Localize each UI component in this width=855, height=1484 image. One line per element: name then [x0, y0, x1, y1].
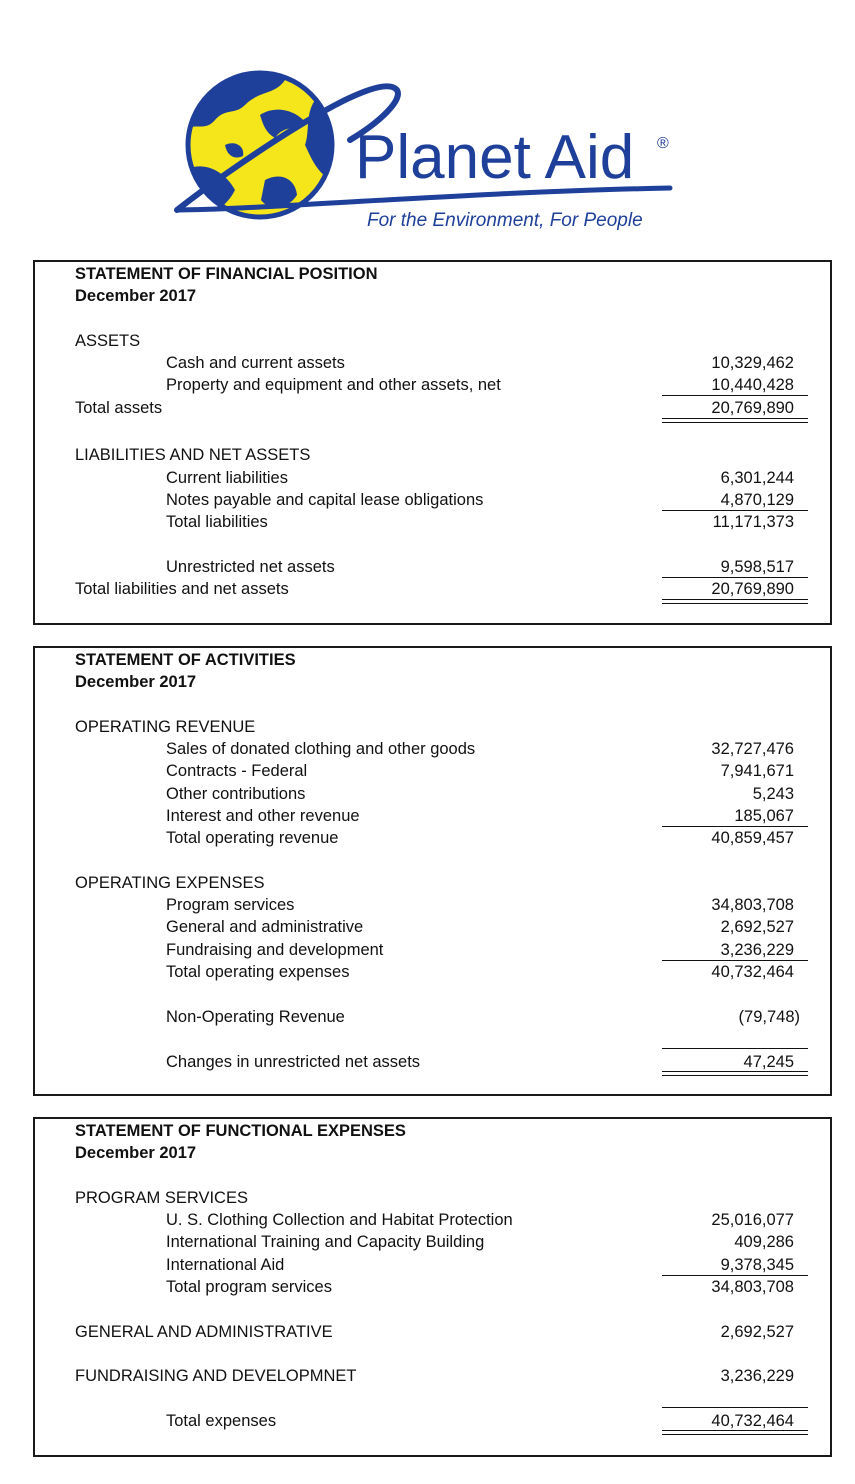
total-row — [35, 1410, 830, 1432]
subtotal-rule — [662, 395, 808, 396]
expenses-header: OPERATING EXPENSES — [75, 874, 265, 892]
total-row — [35, 397, 830, 419]
total-expenses-value: 40,732,464 — [711, 963, 794, 981]
property-value: 10,440,428 — [711, 376, 794, 394]
line-item — [35, 805, 830, 827]
property-label: Property and equipment and other assets, net — [166, 376, 501, 394]
contracts-value: 7,941,671 — [720, 762, 794, 780]
section-header-row — [35, 1187, 830, 1209]
total-double-rule — [662, 599, 808, 604]
sales-value: 32,727,476 — [711, 740, 794, 758]
globe-logo-graphic — [165, 60, 685, 240]
brand-name: Planet Aid — [355, 123, 635, 192]
total-row — [35, 827, 830, 849]
total-expenses-label: Total operating expenses — [166, 963, 350, 981]
program-label: Program services — [166, 896, 295, 914]
statement-title-row — [35, 649, 830, 671]
fundraising-label: Fundraising and development — [166, 941, 384, 959]
statement-title: STATEMENT OF ACTIVITIES — [75, 651, 296, 669]
total-program-value: 34,803,708 — [711, 1278, 794, 1296]
section-header-row — [35, 330, 830, 352]
fundraising-value: 3,236,229 — [720, 1367, 794, 1385]
total-revenue-value: 40,859,457 — [711, 829, 794, 847]
revenue-header: OPERATING REVENUE — [75, 718, 256, 736]
line-item — [35, 556, 830, 578]
sales-label: Sales of donated clothing and other goods — [166, 740, 476, 758]
cash-value: 10,329,462 — [711, 354, 794, 372]
registered-mark: ® — [657, 135, 669, 152]
statement-date-row — [35, 1142, 830, 1164]
current-liabilities-label: Current liabilities — [166, 469, 288, 487]
cash-label: Cash and current assets — [166, 354, 345, 372]
total-row — [35, 511, 830, 533]
subtotal-rule — [662, 1407, 808, 1408]
total-row — [35, 961, 830, 983]
contributions-label: Other contributions — [166, 785, 306, 803]
contracts-label: Contracts - Federal — [166, 762, 308, 780]
statement-title: STATEMENT OF FINANCIAL POSITION — [75, 265, 378, 283]
liabilities-header: LIABILITIES AND NET ASSETS — [75, 446, 311, 464]
section-header-row — [35, 872, 830, 894]
general-label: GENERAL AND ADMINISTRATIVE — [75, 1323, 333, 1341]
unrestricted-value: 9,598,517 — [720, 558, 794, 576]
line-item — [35, 760, 830, 782]
activities-statement — [33, 646, 832, 1096]
changes-label: Changes in unrestricted net assets — [166, 1053, 421, 1071]
statement-date-row — [35, 671, 830, 693]
current-liabilities-value: 6,301,244 — [720, 469, 794, 487]
total-liab-net-label: Total liabilities and net assets — [75, 580, 289, 598]
total-double-rule — [662, 418, 808, 423]
planet-aid-logo — [165, 60, 685, 240]
interest-value: 185,067 — [734, 807, 794, 825]
financial-position-statement — [33, 260, 832, 625]
line-item — [35, 352, 830, 374]
statement-title-row — [35, 263, 830, 285]
intl-aid-label: International Aid — [166, 1256, 285, 1274]
unrestricted-label: Unrestricted net assets — [166, 558, 335, 576]
total-row — [35, 1276, 830, 1298]
statement-date: December 2017 — [75, 673, 197, 691]
total-liab-net-value: 20,769,890 — [711, 580, 794, 598]
assets-header: ASSETS — [75, 332, 141, 350]
us-clothing-value: 25,016,077 — [711, 1211, 794, 1229]
intl-training-label: International Training and Capacity Building — [166, 1233, 485, 1251]
statement-date: December 2017 — [75, 287, 197, 305]
intl-training-value: 409,286 — [734, 1233, 794, 1251]
general-value: 2,692,527 — [720, 1323, 794, 1341]
total-row — [35, 1051, 830, 1073]
us-clothing-label: U. S. Clothing Collection and Habitat Protection — [166, 1211, 513, 1229]
total-double-rule — [662, 1071, 808, 1076]
total-assets-value: 20,769,890 — [711, 399, 794, 417]
line-item — [35, 894, 830, 916]
total-row — [35, 578, 830, 600]
line-item — [35, 1209, 830, 1231]
fundraising-label: FUNDRAISING AND DEVELOPMNET — [75, 1367, 357, 1385]
line-item — [35, 1254, 830, 1276]
program-header: PROGRAM SERVICES — [75, 1189, 248, 1207]
total-liabilities-label: Total liabilities — [166, 513, 268, 531]
line-item — [35, 1365, 830, 1387]
total-double-rule — [662, 1430, 808, 1435]
interest-label: Interest and other revenue — [166, 807, 360, 825]
subtotal-rule — [662, 1048, 808, 1049]
line-item — [35, 1231, 830, 1253]
line-item — [35, 489, 830, 511]
program-value: 34,803,708 — [711, 896, 794, 914]
statement-title: STATEMENT OF FUNCTIONAL EXPENSES — [75, 1122, 406, 1140]
fundraising-value: 3,236,229 — [720, 941, 794, 959]
changes-value: 47,245 — [743, 1053, 794, 1071]
line-item — [35, 467, 830, 489]
section-header-row — [35, 444, 830, 466]
total-assets-label: Total assets — [75, 399, 163, 417]
total-program-label: Total program services — [166, 1278, 332, 1296]
intl-aid-value: 9,378,345 — [720, 1256, 794, 1274]
line-item — [35, 1321, 830, 1343]
statement-date-row — [35, 285, 830, 307]
contributions-value: 5,243 — [752, 785, 794, 803]
line-item — [35, 916, 830, 938]
notes-payable-value: 4,870,129 — [720, 491, 794, 509]
line-item — [35, 1006, 830, 1028]
notes-payable-label: Notes payable and capital lease obligations — [166, 491, 484, 509]
line-item — [35, 783, 830, 805]
statement-date: December 2017 — [75, 1144, 197, 1162]
total-expenses-value: 40,732,464 — [711, 1412, 794, 1430]
line-item — [35, 374, 830, 396]
functional-expenses-statement — [33, 1117, 832, 1457]
total-revenue-label: Total operating revenue — [166, 829, 339, 847]
total-liabilities-value: 11,171,373 — [712, 513, 794, 531]
tagline: For the Environment, For People — [367, 210, 643, 231]
non-operating-label: Non-Operating Revenue — [166, 1008, 345, 1026]
non-operating-value: (79,748) — [738, 1008, 800, 1026]
general-value: 2,692,527 — [720, 918, 794, 936]
line-item — [35, 738, 830, 760]
statement-title-row — [35, 1120, 830, 1142]
total-expenses-label: Total expenses — [166, 1412, 277, 1430]
general-label: General and administrative — [166, 918, 364, 936]
section-header-row — [35, 716, 830, 738]
line-item — [35, 939, 830, 961]
